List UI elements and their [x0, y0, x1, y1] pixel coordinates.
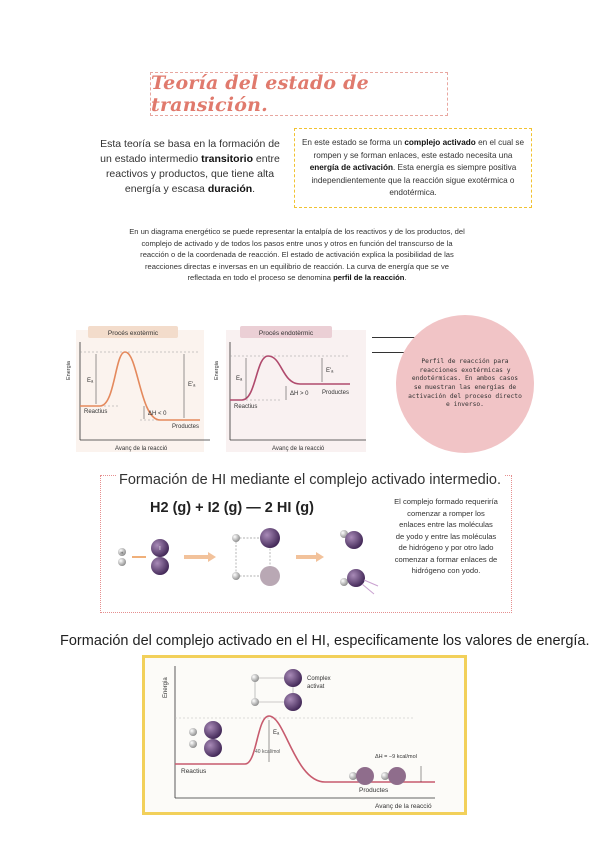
paragraph-bold: perfil de la reacción — [333, 273, 405, 282]
intro-right-box — [294, 128, 532, 208]
hydrogen-atom — [381, 772, 389, 780]
hi-energy-diagram-frame — [142, 655, 467, 815]
iodine-atom — [388, 767, 406, 785]
hydrogen-atom — [189, 740, 197, 748]
intro-left-part: . — [252, 183, 256, 195]
hi-energy-svg — [145, 658, 464, 812]
iodine-atom — [345, 531, 363, 549]
exo-header: Procés exotèrmic — [107, 330, 159, 337]
paragraph-part: En un diagrama energético se puede representar la entalpía de los reactivos y de los productos, del complejo de activado y de todos los pasos entre unos y otros en función del transcurso de la reacción o de la coordenada de reacción. El estado de activación explica la posibilidad de las reacciones directas e inversas en un equilibrio de reacción. La curva de energía que se ve reflectada en todo el proceso se denomina — [129, 227, 465, 282]
hi-x-label: Avanç de la reacció — [375, 803, 432, 810]
paragraph-part: . — [404, 273, 407, 282]
hi-reactius: Reactius — [181, 768, 207, 775]
endothermic-diagram — [214, 326, 366, 452]
hydrogen-atom — [189, 728, 197, 736]
h-label: H — [120, 550, 124, 555]
intro-left-part: Esta teoría se basa en la formación de un estado intermedio — [100, 138, 280, 165]
endo-productes: Productes — [322, 390, 350, 396]
hi-ea-label: Eₐ — [273, 730, 280, 736]
motion-lines — [362, 580, 378, 594]
intro-right-part: en el cual se rompen y se forman enlaces, este estado necesita una — [313, 138, 525, 160]
energy-diagram-paragraph — [128, 226, 466, 284]
exo-y-label: Energia — [66, 361, 72, 380]
hydrogen-atom — [118, 558, 126, 566]
complex-label-2: activat — [307, 684, 325, 690]
hi-ec-label: 40 kcal/mol — [255, 749, 281, 755]
hi-dh-label: ΔH = −9 kcal/mol — [375, 754, 417, 760]
exothermic-diagram — [66, 326, 210, 452]
iodine-atom — [284, 693, 302, 711]
intro-left-text — [100, 137, 280, 197]
reaction-arrow-head — [316, 552, 324, 562]
iodine-atom — [356, 767, 374, 785]
exo-ea-label: Eₐ — [87, 378, 94, 384]
hydrogen-atom — [251, 674, 259, 682]
intro-left-bold: transitorio — [201, 153, 254, 165]
iodine-atom — [260, 528, 280, 548]
endo-ea-rev-label: E'ₐ — [326, 368, 334, 374]
hi-description: El complejo formado requeriría comenzar a romper los enlaces entre las moléculas de yodo y entre las moléculas de hidrógeno y por otro lado comenzar a formar enlaces de hidrógeno con yodo. — [394, 497, 498, 575]
complex-label: Complex — [307, 676, 331, 682]
exo-reactius: Reactius — [84, 409, 108, 415]
hydrogen-atom — [251, 698, 259, 706]
reaction-profile-svg — [60, 322, 380, 460]
intro-right-bold: energía de activación — [309, 163, 393, 172]
intro-right-bold: complejo activado — [404, 138, 476, 147]
reaction-profile-diagrams — [60, 322, 380, 460]
hi-molecules-svg — [112, 524, 392, 604]
exo-background — [76, 330, 204, 452]
section2-title: Formación del complejo activado en el HI, especificamente los valores de energía. — [60, 633, 590, 649]
hydrogen-atom — [349, 772, 357, 780]
iodine-atom — [204, 739, 222, 757]
hydrogen-atom — [232, 534, 240, 542]
exo-dh-label: ΔH < 0 — [148, 411, 167, 417]
intro-right-part: . Esta energía es siempre positiva independientemente que la reacción sigue exotérmica o endotérmica. — [311, 163, 517, 197]
hydrogen-atom — [232, 572, 240, 580]
i-label: I — [159, 546, 161, 552]
hi-productes: Productes — [359, 787, 389, 794]
profile-note-text: Perfil de reacción para reacciones exotérmicas y endotérmicas. En ambos casos se muestran las energías de activación del proceso directo e inverso. — [408, 358, 522, 409]
exo-ea-rev-label: E'ₐ — [188, 382, 196, 388]
endo-x-label: Avanç de la reacció — [272, 446, 325, 452]
page-title: Teoría del estado de transición. — [151, 72, 369, 116]
endo-ea-label: Eₐ — [236, 376, 243, 382]
iodine-atom — [151, 557, 169, 575]
endo-header: Procés endotèrmic — [258, 330, 314, 337]
hi-equation: H2 (g) + I2 (g) — 2 HI (g) — [150, 500, 314, 516]
intro-left-part: entre reactivos y productos, que tiene alta energía y escasa — [105, 153, 280, 195]
intro-left-bold: duración — [207, 183, 253, 195]
intro-right-part: En este estado se forma un — [301, 138, 405, 147]
profile-note-circle — [396, 315, 534, 453]
exo-productes: Productes — [172, 424, 200, 430]
endo-reactius: Reactius — [234, 404, 258, 410]
endo-y-label: Energia — [214, 361, 220, 380]
hi-molecule-illustration — [112, 524, 392, 604]
iodine-atom — [260, 566, 280, 586]
exo-x-label: Avanç de la reacció — [115, 446, 168, 452]
hi-y-label: Energia — [163, 677, 169, 698]
hydrogen-atom — [340, 578, 348, 586]
title-frame — [150, 72, 448, 116]
iodine-atom — [284, 669, 302, 687]
endo-dh-label: ΔH > 0 — [290, 391, 309, 397]
reaction-arrow-head — [208, 552, 216, 562]
hi-section-title: Formación de HI mediante el complejo activado intermedio. — [116, 472, 504, 488]
iodine-atom — [204, 721, 222, 739]
